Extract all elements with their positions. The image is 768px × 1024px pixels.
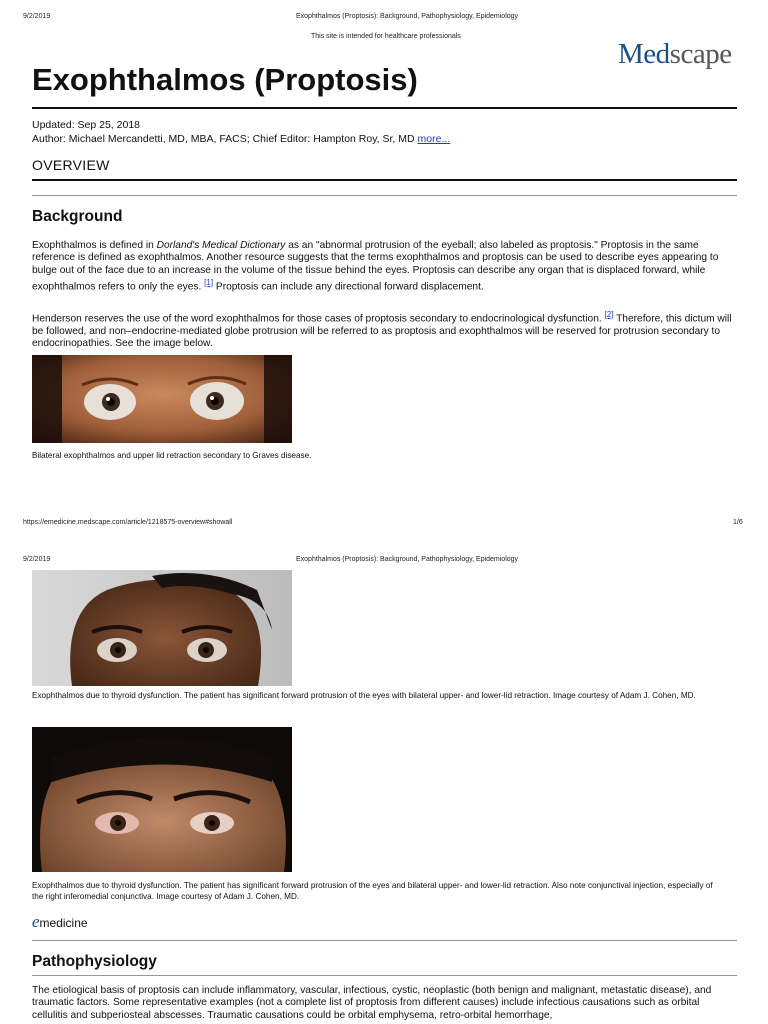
running-title-page-2: Exophthalmos (Proptosis): Background, Pathophysiology, Epidemiology [296, 556, 519, 563]
footer-url: https://emedicine.medscape.com/article/1218575-overview#showall [23, 519, 233, 526]
more-link[interactable]: more... [417, 133, 451, 145]
image-caption-2: Exophthalmos due to thyroid dysfunction. The patient has significant forward protrusion of the eyes with bilateral upper- and lower-lid retraction. Image courtesy of Adam J. Cohen, MD. [32, 691, 696, 700]
thyroid-exophthalmos-photo-1[interactable] [32, 570, 292, 686]
overview-tab[interactable]: OVERVIEW [32, 157, 110, 173]
pathophysiology-heading: Pathophysiology [32, 953, 157, 970]
updated-date: Updated: Sep 25, 2018 [32, 119, 141, 131]
reference-link-1[interactable]: [1] [204, 277, 214, 287]
page-number: 1/6 [733, 519, 743, 526]
reference-link-2[interactable]: [2] [604, 310, 614, 319]
emedicine-logo[interactable]: emedicine [32, 912, 88, 931]
running-title: Exophthalmos (Proptosis): Background, Pathophysiology, Epidemiology [296, 13, 519, 20]
graves-eyes-photo[interactable] [32, 355, 292, 443]
section-divider [32, 195, 737, 196]
image-caption-3: Exophthalmos due to thyroid dysfunction. The patient has significant forward protrusion of the eyes and bilateral upper- and lower-lid retraction. Also note conjunctival injection, especially of the right inferomedial conjunctiva. Image courtesy of Adam J. Cohen, MD. [32, 881, 713, 901]
print-date-page-2: 9/2/2019 [23, 556, 51, 563]
author-line: Author: Michael Mercandetti, MD, MBA, FACS; Chief Editor: Hampton Roy, Sr, MD more... [32, 133, 451, 145]
pathophysiology-divider-top [32, 940, 737, 941]
image-caption-1: Bilateral exophthalmos and upper lid retraction secondary to Graves disease. [32, 451, 312, 460]
pathophysiology-paragraph-1: The etiological basis of proptosis can include inflammatory, vascular, infectious, cystic, neoplastic (both benign and malignant, metastatic disease), and traumatic factors. Some representative examples (not a complete list of proptosis from different causes) include infectious causations such as orbital cellulitis and subperiosteal abscesses. Traumatic causations could be orbital emphysema, retro-orbital hemorrhage, [32, 985, 712, 1021]
medscape-logo[interactable]: Medscape [618, 38, 732, 70]
print-date: 9/2/2019 [23, 13, 51, 20]
professional-notice: This site is intended for healthcare professionals [311, 33, 461, 40]
graves-eyes-illustration [32, 355, 292, 443]
thyroid-eyes-illustration-1 [32, 570, 292, 686]
background-heading: Background [32, 208, 123, 225]
overview-divider [32, 179, 737, 181]
background-paragraph-1: Exophthalmos is defined in Dorland's Medical Dictionary as an "abnormal protrusion of the eyeball; also labeled as proptosis." Proptosis in the same reference is defined as exophthalmos. Another resource suggests that the terms exophthalmos and proptosis can be used to describe eyes appearing to bulge out of the face due to an increase in the volume of the tissue behind the eyes. Proptosis can describe any organ that is displaced forward, while exophthalmos refers to only the eyes. [1] Proptosis can include any directional forward displacement. [32, 240, 719, 293]
thyroid-exophthalmos-photo-2[interactable] [32, 727, 292, 872]
page-title: Exophthalmos (Proptosis) [32, 62, 418, 97]
pathophysiology-divider-bottom [32, 975, 737, 976]
background-paragraph-2: Henderson reserves the use of the word exophthalmos for those cases of proptosis secondary to endocrinological dysfunction. [2] Therefore, this dictum will be followed, and non–endocrine-mediated globe protrusion will be referred to as proptosis and exophthalmos will be reserved for protrusion secondary to endocrinopathies. See the image below. [32, 310, 732, 349]
thyroid-eyes-illustration-2 [32, 727, 292, 872]
title-divider [32, 107, 737, 109]
